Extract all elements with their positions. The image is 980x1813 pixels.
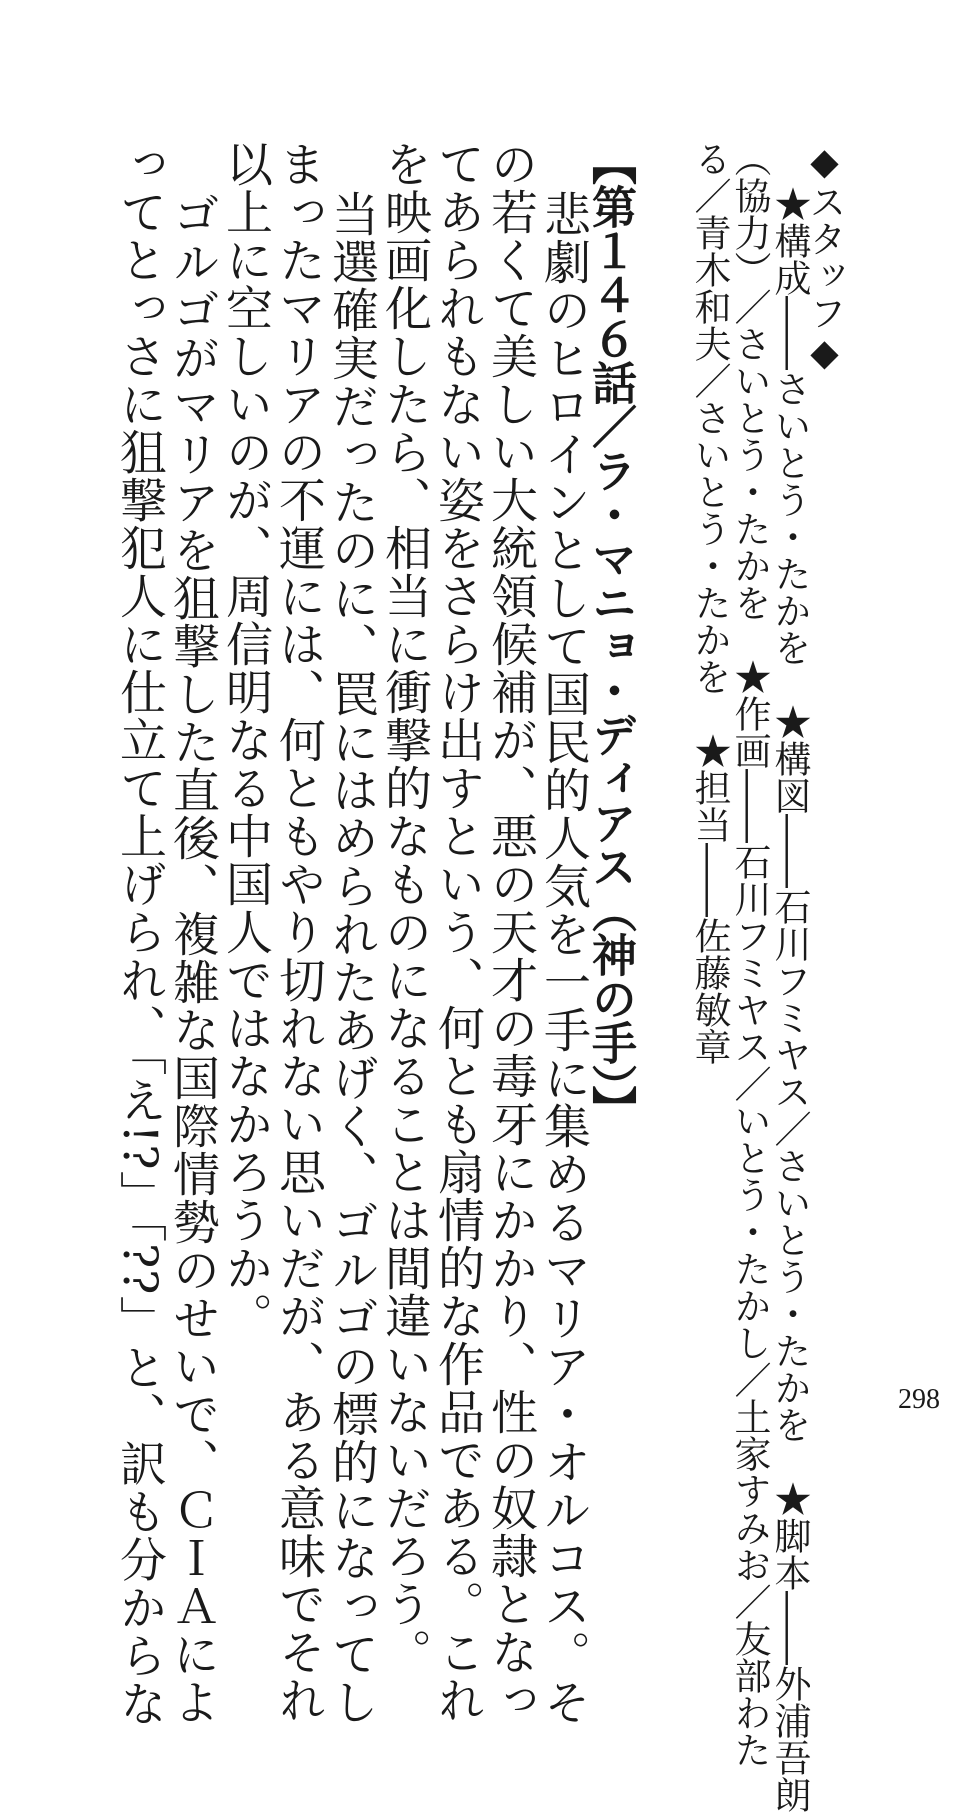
staff-header: ◆スタッフ◆: [803, 140, 846, 374]
body-line-8: ゴルゴがマリアを狙撃した直後、複雑な国際情勢のせいで、ＣＩＡによ: [165, 190, 220, 1726]
page-number: 298: [898, 1384, 940, 1415]
body-line-5: 当選確実だったのに、罠にはめられたあげく、ゴルゴの標的になってし: [324, 190, 379, 1726]
body-line-7: 以上に空しいのが、周信明なる中国人ではなかろうか。: [218, 140, 273, 1340]
staff-line-1: ★構成――さいとう・たかを ★構図――石川フミヤス／さいとう・たかを ★脚本――外浦吾朗: [768, 185, 811, 1813]
staff-line-2: （協力）／さいとう・たかを ★作画――石川フミヤス／いとう・たかし／土家すみお／友部わた: [728, 140, 771, 1768]
staff-line-3: る／青木和夫／さいとう・たかを ★担当――佐藤敏章: [688, 140, 731, 1065]
body-line-2: の若くて美しい大統領候補が、悪の天才の毒牙にかかり、性の奴隷となっ: [483, 140, 538, 1724]
body-line-1: 悲劇のヒロインとして国民的人気を一手に集めるマリア・オルコス。そ: [536, 190, 591, 1726]
body-line-9: ってとっさに狙撃犯人に仕立て上げられ、「え!?」「??」と、訳も分からな: [112, 140, 167, 1728]
chapter-heading: 【第１４６話／ラ・マニョ・ディアス（神の手）】: [584, 140, 637, 1130]
body-line-4: を映画化したら、相当に衝撃的なものになることは間違いないだろう。: [377, 140, 432, 1676]
body-line-6: まったマリアの不運には、何ともやり切れない思いだが、ある意味でそれ: [271, 140, 326, 1724]
body-line-3: てあられもない姿をさらけ出すという、何とも扇情的な作品である。これ: [430, 140, 485, 1724]
